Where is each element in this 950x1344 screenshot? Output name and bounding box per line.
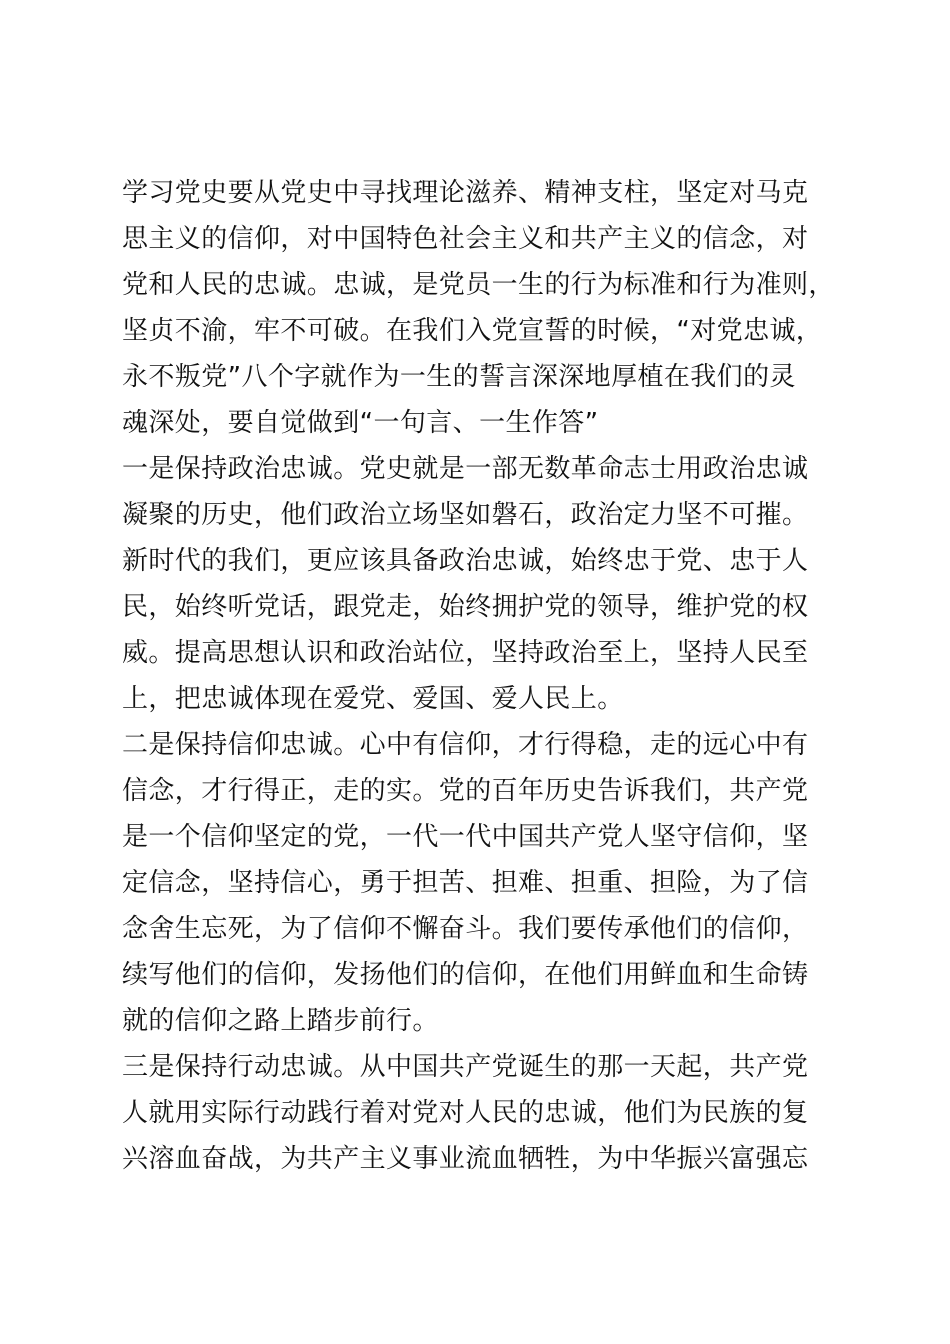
text-line-16: 定信念，坚持信心，勇于担苦、担难、担重、担险，为了信 — [122, 868, 809, 898]
text-line-10: 民，始终听党话，跟党走，始终拥护党的领导，维护党的权 — [122, 592, 809, 622]
text-line-4: 坚贞不渝，牢不可破。在我们入党宣誓的时候，“对党忠诚， — [122, 316, 823, 346]
text-line-11: 威。提高思想认识和政治站位，坚持政治至上，坚持人民至 — [122, 638, 809, 668]
text-line-21: 人就用实际行动践行着对党对人民的忠诚，他们为民族的复 — [122, 1098, 809, 1128]
text-line-8: 凝聚的历史，他们政治立场坚如磐石，政治定力坚不可摧。 — [122, 500, 809, 530]
text-line-19: 就的信仰之路上踏步前行。 — [122, 1006, 439, 1036]
section-3-heading-line: 三是保持行动忠诚。从中国共产党诞生的那一天起，共产党 — [122, 1052, 809, 1082]
section-1-heading-line: 一是保持政治忠诚。党史就是一部无数革命志士用政治忠诚 — [122, 454, 809, 484]
text-line-9: 新时代的我们，更应该具备政治忠诚，始终忠于党、忠于人 — [122, 546, 809, 576]
text-line-3: 党和人民的忠诚。忠诚，是党员一生的行为标准和行为准则， — [122, 270, 835, 300]
text-line-1: 学习党史要从党史中寻找理论滋养、精神支柱，坚定对马克 — [122, 178, 809, 208]
body-text — [122, 170, 842, 1182]
text-line-22: 兴溶血奋战，为共产主义事业流血牺牲，为中华振兴富强忘 — [122, 1144, 809, 1174]
text-line-2: 思主义的信仰，对中国特色社会主义和共产主义的信念，对 — [122, 224, 809, 254]
text-line-18: 续写他们的信仰，发扬他们的信仰，在他们用鲜血和生命铸 — [122, 960, 809, 990]
text-line-12: 上，把忠诚体现在爱党、爱国、爱人民上。 — [122, 684, 624, 714]
text-line-14: 信念，才行得正，走的实。党的百年历史告诉我们，共产党 — [122, 776, 809, 806]
text-line-5: 永不叛党”八个字就作为一生的誓言深深地厚植在我们的灵 — [122, 362, 796, 392]
text-line-17: 念舍生忘死，为了信仰不懈奋斗。我们要传承他们的信仰， — [122, 914, 809, 944]
text-line-15: 是一个信仰坚定的党，一代一代中国共产党人坚守信仰，坚 — [122, 822, 809, 852]
text-line-6: 魂深处，要自觉做到“一句言、一生作答” — [122, 408, 599, 438]
section-2-heading-line: 二是保持信仰忠诚。心中有信仰，才行得稳，走的远心中有 — [122, 730, 809, 760]
